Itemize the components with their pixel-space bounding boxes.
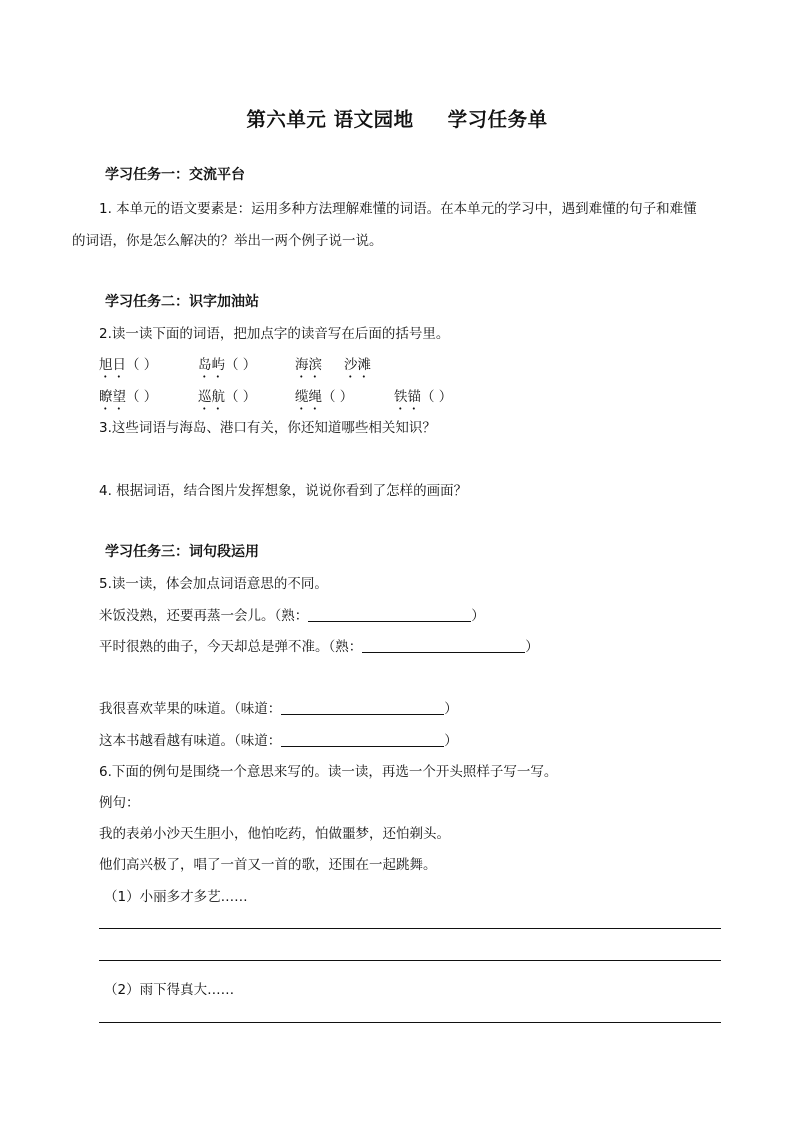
example-label: 例句： xyxy=(99,795,140,811)
writing-line[interactable] xyxy=(99,960,721,961)
sentence-3: 我很喜欢苹果的味道。（味道： ） xyxy=(99,701,458,717)
writing-line[interactable] xyxy=(99,928,721,929)
word-item: 岛屿（ ） xyxy=(198,357,257,373)
title-part2: 学习任务单 xyxy=(447,108,548,131)
answer-blank[interactable] xyxy=(281,732,444,747)
prompt-1: （1）小丽多才多艺…… xyxy=(104,889,248,905)
sentence-1: 米饭没熟，还要再蒸一会儿。（熟： ） xyxy=(99,608,485,624)
title-part1: 第六单元 语文园地 xyxy=(246,108,414,131)
word-item: 旭日（ ） xyxy=(99,357,158,373)
q3-text: 3.这些词语与海岛、港口有关，你还知道哪些相关知识？ xyxy=(99,420,436,436)
q1-line1: 1. 本单元的语文要素是：运用多种方法理解难懂的词语。在本单元的学习中，遇到难懂的句子和难懂 xyxy=(99,201,697,217)
page-title xyxy=(0,104,794,132)
q1-line2: 的词语，你是怎么解决的？举出一两个例子说一说。 xyxy=(72,233,383,249)
example-sentence-1: 我的表弟小沙天生胆小，他怕吃药，怕做噩梦，还怕剃头。 xyxy=(99,826,450,842)
task3-heading: 学习任务三：词句段运用 xyxy=(105,544,259,560)
answer-blank[interactable] xyxy=(281,700,444,715)
q6-text: 6.下面的例句是围绕一个意思来写的。读一读，再选一个开头照样子写一写。 xyxy=(99,764,558,780)
word-item: 铁锚（ ） xyxy=(394,389,453,405)
prompt-2: （2）雨下得真大…… xyxy=(104,982,235,998)
q4-text: 4. 根据词语，结合图片发挥想象，说说你看到了怎样的画面？ xyxy=(99,483,468,499)
word-item: 瞭望（ ） xyxy=(99,389,158,405)
word-item: 缆绳（ ） xyxy=(295,389,354,405)
q2-text: 2.读一读下面的词语，把加点字的读音写在后面的括号里。 xyxy=(99,326,450,342)
word-item: 海滨 xyxy=(295,357,322,373)
q5-text: 5.读一读，体会加点词语意思的不同。 xyxy=(99,576,328,592)
word-item: 巡航（ ） xyxy=(198,389,257,405)
example-sentence-2: 他们高兴极了，唱了一首又一首的歌，还围在一起跳舞。 xyxy=(99,857,437,873)
answer-blank[interactable] xyxy=(362,638,525,653)
word-item: 沙滩 xyxy=(344,357,371,373)
sentence-2: 平时很熟的曲子，今天却总是弹不准。（熟： ） xyxy=(99,639,539,655)
task2-heading: 学习任务二：识字加油站 xyxy=(105,294,259,310)
sentence-4: 这本书越看越有味道。（味道： ） xyxy=(99,733,458,749)
answer-blank[interactable] xyxy=(308,607,471,622)
writing-line[interactable] xyxy=(99,1022,721,1023)
task1-heading: 学习任务一：交流平台 xyxy=(105,167,245,183)
